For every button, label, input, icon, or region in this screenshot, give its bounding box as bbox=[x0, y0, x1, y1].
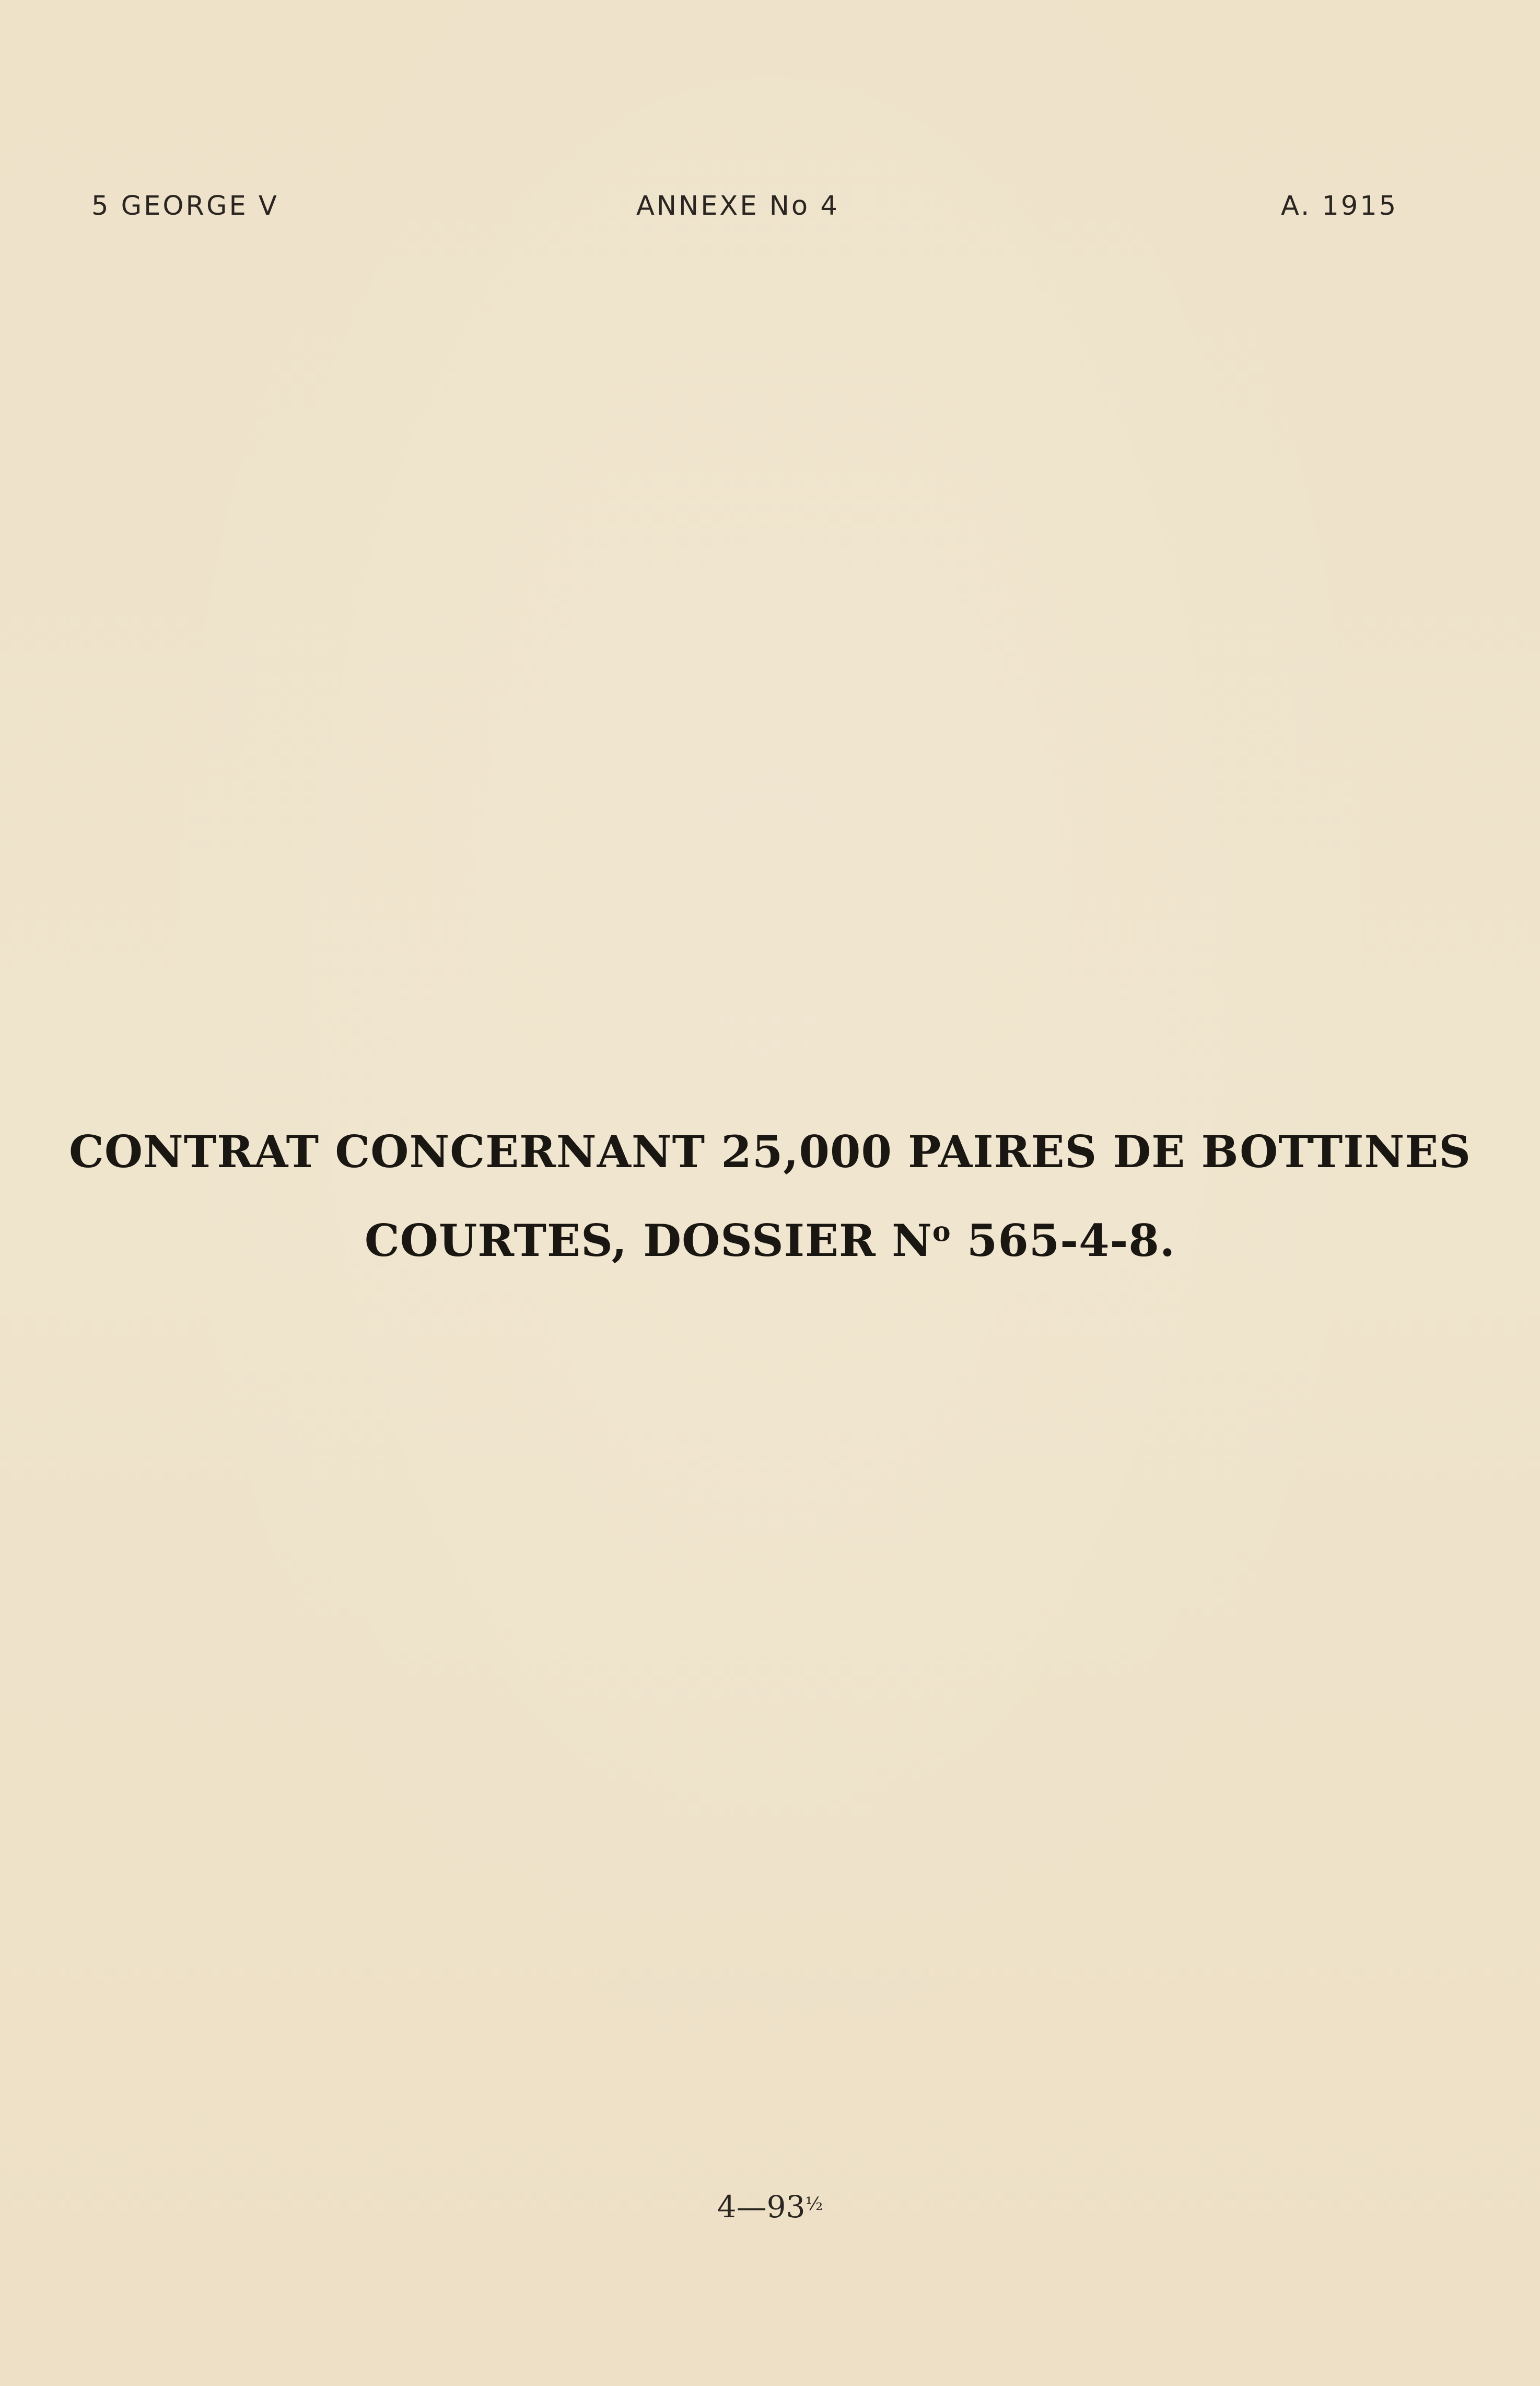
header-annex-number: ANNEXE No 4 bbox=[636, 191, 839, 222]
page-header bbox=[0, 191, 1540, 227]
footer-page-fraction: ½ bbox=[805, 2194, 823, 2215]
header-regnal-year: 5 GEORGE V bbox=[91, 191, 279, 222]
page-footer bbox=[0, 2189, 1540, 2225]
header-year: A. 1915 bbox=[1281, 191, 1398, 222]
footer-page-number: 4—93 bbox=[717, 2189, 806, 2225]
title-number-superscript: o bbox=[932, 1216, 951, 1248]
document-title-line-2 bbox=[0, 1215, 1540, 1266]
document-title-line-1: CONTRAT CONCERNANT 25,000 PAIRES DE BOTTINES bbox=[68, 1126, 1472, 1178]
title-line-2-prefix: COURTES, DOSSIER N bbox=[364, 1215, 932, 1266]
title-file-number: 565-4-8. bbox=[951, 1215, 1176, 1266]
